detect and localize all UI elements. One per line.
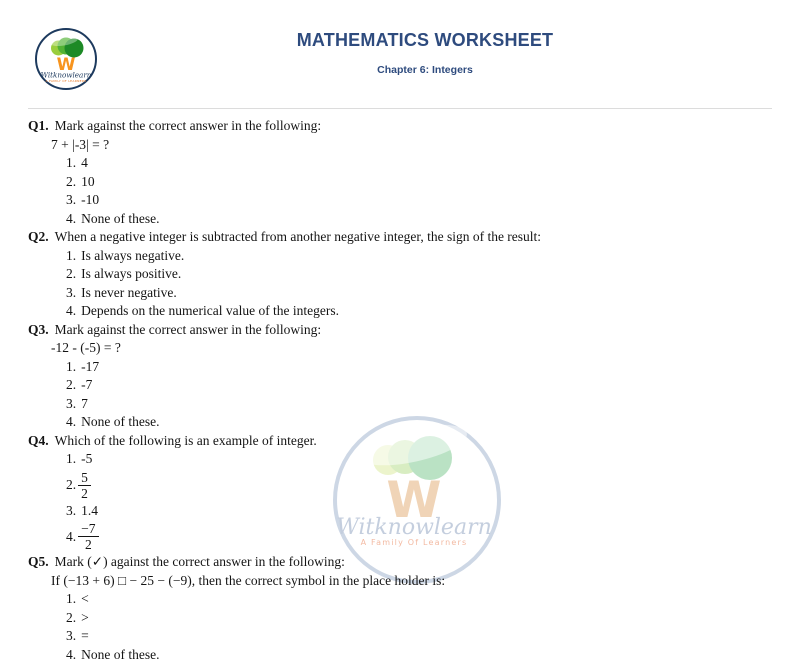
- option-number: 2.: [66, 610, 76, 625]
- fraction: [78, 470, 91, 501]
- option-item: [66, 413, 780, 432]
- option-item: [66, 646, 780, 664]
- option-text: 7: [81, 396, 88, 411]
- question-equation: If (−13 + 6) □ − 25 − (−9), then the correct symbol in the place holder is:: [51, 572, 780, 591]
- option-text: Depends on the numerical value of the integers.: [81, 303, 339, 318]
- option-number: 2.: [66, 477, 76, 493]
- option-item: [66, 265, 780, 284]
- option-item: [66, 376, 780, 395]
- option-number: 3.: [66, 192, 76, 207]
- header-divider: [28, 108, 772, 109]
- option-item: [66, 358, 780, 377]
- question-heading: [28, 117, 780, 136]
- option-number: 2.: [66, 266, 76, 281]
- question-label: Q4.: [28, 433, 49, 448]
- option-item: [66, 609, 780, 628]
- page-subtitle: Chapter 6: Integers: [297, 64, 554, 76]
- option-item: [66, 469, 780, 502]
- option-item: [66, 284, 780, 303]
- option-text: Is never negative.: [81, 285, 177, 300]
- option-item: [66, 191, 780, 210]
- question-text: Which of the following is an example of integer.: [55, 433, 317, 448]
- logo-letter: W: [57, 55, 76, 75]
- option-number: 4.: [66, 303, 76, 318]
- option-text: None of these.: [81, 211, 159, 226]
- option-item: [66, 302, 780, 321]
- option-item: [66, 590, 780, 609]
- option-text: <: [81, 591, 89, 606]
- question-text: When a negative integer is subtracted from another negative integer, the sign of the result:: [55, 229, 541, 244]
- page-title: MATHEMATICS WORKSHEET: [297, 30, 554, 51]
- question-label: Q5.: [28, 554, 49, 569]
- option-item: [66, 627, 780, 646]
- witknowlearn-logo-icon: [34, 27, 98, 91]
- option-number: 4.: [66, 647, 76, 662]
- option-text: 10: [81, 174, 95, 189]
- option-text: =: [81, 628, 89, 643]
- option-item: [66, 173, 780, 192]
- option-item: [66, 520, 780, 553]
- option-number: 4.: [66, 529, 76, 545]
- option-text: -17: [81, 359, 99, 374]
- option-text: -5: [81, 451, 92, 466]
- question-label: Q2.: [28, 229, 49, 244]
- question-block: [28, 321, 780, 432]
- option-text: Is always negative.: [81, 248, 184, 263]
- option-item: [66, 154, 780, 173]
- option-text: None of these.: [81, 414, 159, 429]
- question-text: Mark against the correct answer in the following:: [55, 118, 322, 133]
- option-text: >: [81, 610, 89, 625]
- question-text: Mark against the correct answer in the following:: [55, 322, 322, 337]
- question-heading: [28, 228, 780, 247]
- question-heading: [28, 553, 780, 572]
- question-block: [28, 432, 780, 554]
- question-equation: -12 - (-5) = ?: [51, 339, 780, 358]
- option-number: 1.: [66, 591, 76, 606]
- question-text: Mark (✓) against the correct answer in the following:: [55, 554, 345, 569]
- watermark-tagline-text: A Family Of Learners: [361, 538, 468, 547]
- option-number: 4.: [66, 414, 76, 429]
- option-text: 4: [81, 155, 88, 170]
- question-block: [28, 117, 780, 228]
- option-item: [66, 247, 780, 266]
- watermark-brand-text: Witknowlearn: [336, 515, 492, 540]
- brand-logo: [34, 27, 98, 91]
- option-number: 2.: [66, 377, 76, 392]
- question-equation: 7 + |-3| = ?: [51, 136, 780, 155]
- option-item: [66, 502, 780, 521]
- question-block: [28, 553, 780, 664]
- option-item: [66, 450, 780, 469]
- questions-list: [28, 117, 780, 664]
- logo-brand-text: Witknowlearn: [41, 71, 92, 80]
- option-number: 4.: [66, 211, 76, 226]
- fraction-denominator: 2: [78, 537, 98, 552]
- question-block: [28, 228, 780, 321]
- option-number: 1.: [66, 155, 76, 170]
- option-text: 1.4: [81, 503, 98, 518]
- question-heading: [28, 321, 780, 340]
- logo-tagline-text: A FAMILY OF LEARNERS: [46, 79, 87, 83]
- header: [297, 30, 554, 76]
- question-label: Q1.: [28, 118, 49, 133]
- fraction-numerator: −7: [78, 521, 98, 537]
- option-text: -10: [81, 192, 99, 207]
- option-number: 3.: [66, 396, 76, 411]
- fraction-denominator: 2: [78, 486, 91, 501]
- fraction: [78, 521, 98, 552]
- option-number: 2.: [66, 174, 76, 189]
- option-text: Is always positive.: [81, 266, 181, 281]
- option-text: -7: [81, 377, 92, 392]
- option-number: 1.: [66, 359, 76, 374]
- option-number: 3.: [66, 285, 76, 300]
- option-text: None of these.: [81, 647, 159, 662]
- question-label: Q3.: [28, 322, 49, 337]
- watermark-letter: W: [386, 471, 441, 529]
- option-number: 3.: [66, 503, 76, 518]
- option-number: 1.: [66, 451, 76, 466]
- fraction-numerator: 5: [78, 470, 91, 486]
- option-number: 3.: [66, 628, 76, 643]
- option-item: [66, 210, 780, 229]
- question-heading: [28, 432, 780, 451]
- option-number: 1.: [66, 248, 76, 263]
- option-item: [66, 395, 780, 414]
